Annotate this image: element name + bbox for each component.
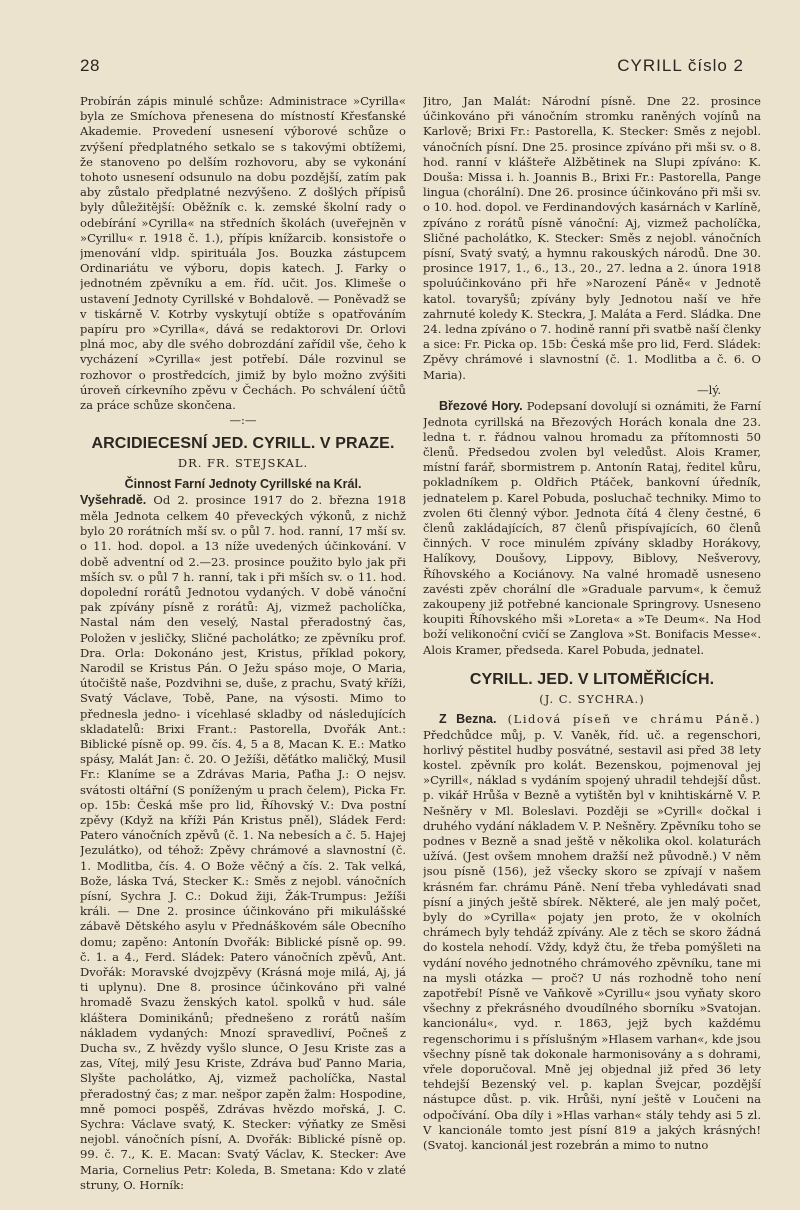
continued-paragraph: Jitro, Jan Malát: Národní písně. Dne 22. prosince účinkováno při vánočním stromku raněných vojínů na Karlově; Brixi Fr.: Pastorella, K. Stecker: Směs z nejobl. vánočních písní. Dne 25. prosince zpíváno při mši sv. o 8. hod. ranní v klášteře Alžbětinek na Slupi zpíváno: K. Douša: Missa i. h. Joannis B., Brixi Fr.: Pastorella, Pange lingua (chorální). Dne 26. prosince účinkováno při mši sv. o 10. hod. dopol. ve Ferdinandových kasárnách v Karlíně, zpíváno z rorátů písně vánoční: Aj, vizmež pacholíčka, Sličné pacholátko, K. Stecker: Směs z nejobl. vánočních písní, Svatý svatý, a hymnu rakouských národů. Dne 30. prosince 1917, 1., 6., 13., 20., 27. ledna a 2. února 1918 spoluúčinkováno při hře »Narození Páně« v Jednotě katol. tovaryšů; zpívány byly Jednotou naší ve hře zahrnuté koledy K. Steckra, J. Maláta a Ferd. Sládka. Dne 24. ledna zpíváno o 7. hodině ranní při svatbě naší členky a sice: Fr. Picka op. 15b: Česká mše pro lid, Ferd. Sládek: Zpěvy chrámové i slavnostní (č. 1. Modlitba a č. 6. O Maria). <box>423 94 761 382</box>
bezna-paragraph <box>423 711 761 1153</box>
section-author-litomerice: (J. C. SYCHRA.) <box>539 691 645 706</box>
running-head: CYRILL číslo 2 <box>617 56 744 75</box>
vysehrad-paragraph <box>80 492 406 1193</box>
right-column <box>423 94 761 1194</box>
page-header <box>80 56 744 86</box>
brezove-lead: Březové Hory. <box>439 399 523 414</box>
vysehrad-text: Od 2. prosince 1917 do 2. března 1918 měla Jednota celkem 40 převeckých výkonů, z nichž bylo 20 rorátních mší sv. o půl 7. hod. ranní, 17 mší sv. o 11. hod. dopol. a 13 níže uvedených účinkování. V době adventní od 2.—23. prosince použito bylo jak při mších sv. o půl 7 h. ranní, tak i při mších sv. o 11. hod. dopolední rorátů Jednotou vydaných. V době vánoční pak zpívány písně z rorátů: Aj, vizmež pacholíčka, Nastal nám den veselý, Nastal přeradostný čas, Položen v jesličky, Sličné pacholátko; ze zpěvníku prof. Dra. Orla: Dokonáno jest, Kristus, příklad pokory, Narodil se Kristus Pán. O Ježu spáso moje, O Maria, útočiště naše, Pozdvihni se, duše, z prachu, Svatý kříži, Svatý Václave, Tobě, Pane, na výsosti. Mimo to přednesla jedno- i vícehlasé skladby od následujících skladatelů: Brixi Frant.: Pastorella, Dvořák Ant.: Biblické písně op. 99. čís. 4, 5 a 8, Macan K. E.: Matko spásy, Malát Jan: č. 20. O Ježíši, děťátko maličký, Musil Fr.: Klaníme se a Zdrávas Maria, Paťha J.: O nejsv. svátosti oltářní (S poníženým u prach čelem), Picka Fr. op. 15b: Česká mše pro lid, Říhovský V.: Dva postní zpěvy (Když na kříži Pán Kristus pněl), Sládek Ferd: Patero vánočních zpěvů (č. 1. Na nebesích a č. 5. Hajej Jezulátko), od téhož: Zpěvy chrámové a slavnostní (č. 1. Modlitba, čís. 4. O Bože věčný a čís. 2. Tak velká, Bože, láska Tvá, Stecker K.: Směs z nejobl. vánočních písní, Sychra J. C.: Dokud žiji, Žák-Trumpus: Ježíši králi. — Dne 2. prosince účinkováno při mikulášské zábavě Dětského asylu v Přednáškovém sále Obecního domu; zapěno: Antonín Dvořák: Biblické písně op. 99. č. 1. a 4., Ferd. Sládek: Patero vánočních zpěvů, Ant. Dvořák: Moravské dvojzpěvy (Krásná moje milá, Aj, já ti uplynu). Dne 8. prosince účinkováno při valné hromadě Svazu ženských katol. spolků v hud. sále kláštera Dominikánů; přednešeno z rorátů naším nákladem vydaných: Mnozí spravedliví, Počneš z Ducha sv., Z hvězdy vyšlo slunce, O Jesu Kriste zas a zas, Vítej, milý Jesu Kriste, Zdráva buď Panno Maria, Slyšte pacholátko, Aj, vizmež pacholíčka, Nastal přeradostný čas; z mar. nešpor zapěn žalm: Hospodine, mně pomoci pospěš, Zdrávas hvězdo mořská, J. C. Sychra: Václave svatý, K. Stecker: výňatky ze Směsi nejobl. vánočních písní, A. Dvořák: Biblické písně op. 99. č. 7., K. E. Macan: Svatý Václav, K. Stecker: Ave Maria, Cornelius Petr: Koleda, B. Smetana: Kdo v zlaté struny, O. Horník: <box>80 493 406 1192</box>
signature-ly: —lý. <box>697 382 721 397</box>
brezove-text: Podepsaní dovolují si oznámiti, že Farní Jednota cyrillská na Březových Horách konala dne 23. ledna t. r. řádnou valnou hromadu za přítomnosti 50 členů. Předsedou zvolen byl veledůst. Alois Kramer, místní farář, sbormistrem p. Antonín Rataj, ředitel kůru, pokladníkem p. Oldřich Ptáček, bankovní úředník, jednatelem p. Karel Pobuda, posluchač techniky. Mimo to zvolen 6ti členný výbor. Jednota čítá 4 členy čestné, 6 členů zakládajících, 87 členů přispívajících, 60 členů činných. V roce minulém zpívány skladby Horákovy, Halíkovy, Doušovy, Lippovy, Biblovy, Nešverovy, Říhovského a Kociánovy. Na valné hromadě usneseno zavésti zpěv chorální dle »Graduale parvum«, k čemuž zakoupeny již potřebné kancionale Springrovy. Usneseno koupiti Říhovského mši »Loreta« a »Te Deum«. Na Hod boží velikonoční cvičí se Zanglova »St. Bonifacis Messe«. Alois Kramer, předseda. Karel Pobuda, jednatel. <box>423 399 761 657</box>
vysehrad-lead: Vyšehradě. <box>80 493 147 508</box>
page-number: 28 <box>80 56 100 75</box>
separator: —:— <box>229 413 257 428</box>
section-author-prague: DR. FR. STEJSKAL. <box>177 456 309 471</box>
section-title-litomerice: CYRILL. JED. V LITOMĚŘICÍCH. <box>469 670 715 688</box>
minutes-paragraph: Probírán zápis minulé schůze: Administrace »Cyrilla« byla ze Smíchova přenesena do místností Křesťanské Akademie. Provedení usnesení výborové schůze o zvýšení předplatného setkalo se s takovými obtížemi, že stanoveno po delším rozhovoru, aby se vykonání tohoto usnesení odsunulo na dobu pozdější, zatím pak aby zůstalo předplatné nezvýšeno. Z došlých přípisů byly důležitější: Oběžník c. k. zemské školní rady o odebírání »Cyrilla« na středních školách (uveřejněn v »Cyrillu« r. 1918 č. 1.), přípis knížarcib. konsistoře o jmenování vldp. spirituála Jos. Bouzka zástupcem Ordinariátu ve výboru, dopis katech. J. Farky o jednotném zpěvníku a em. říd. učit. Jos. Klimeše o ustavení Jednoty Cyrillské v Bohdalově. — Poněvadž se v tiskárně V. Kotrby vyskytují obtíže s opatřováním papíru pro »Cyrilla«, dává se redaktorovi Dr. Orlovi plná moc, aby dle svého dobrozdání zařídil vše, čeho k vycházení »Cyrilla« jest potřebí. Dále rozvinul se rozhovor o prostředcích, jimiž by bylo možno zvýšiti úroveň církevního zpěvu v Čechách. Po schválení účtů za práce schůze skončena. <box>80 94 406 413</box>
subsection-heading: Činnost Farní Jednoty Cyrillské na Král. <box>124 476 362 491</box>
left-column <box>80 94 406 1194</box>
bezna-lead: Z Bezna. <box>439 712 497 727</box>
bezna-text: Předchůdce můj, p. V. Vaněk, říd. uč. a regenschori, horlivý pěstitel hudby posvátné, sestavil asi před 38 lety kostel. zpěvník pro kolát. Bezenskou, pojmenoval jej »Cyrill«, náklad s vydáním spojený uhradil tehdejší důst. p. vikář Hrůša v Bezně a vytištěn byl v knihtiskárně V. P. Nešněry v Ml. Boleslavi. Později se »Cyrill« dočkal i druhého vydání nákladem V. P. Nešněry. Zpěvníku toho se podnes v Bezně a snad ještě v několika okol. kolaturách užívá. (Jest ovšem mnohem dražší než původně.) V něm jsou písně (156), jež všecky skoro se zpívají v našem krásném far. chrámu Páně. Není třeba vyhledávati snad písní a jiných ještě sbírek. Některé, ale jen malý počet, byly do »Cyrilla« pojaty jen proto, že v okolních chrámech byly tehdáž zpívány. Ale z těch se skoro žádná do kostela nehodí. Vždy, když čtu, že třeba pomýšleti na vydání nového jednotného chrámového zpěvníku, tane mi na mysli otázka — proč? U nás rozhodně toho není zapotřebí! Písně ve Vaňkově »Cyrillu« jsou vyňaty skoro všechny z překrásného dvoudílného sborníku »Svatojan. kancionálu«, vyd. r. 1863, jejž bych každému regenschorimu i s příslušným »Hlasem varhan«, kde jsou všechny písně tak dokonale harmonisovány a s dohrami, vřele doporučoval. Mně jej objednal již před 36 lety tehdejší Bezenský vel. p. kaplan Švejcar, pozdější nástupce důst. p. vik. Hrůši, nyní ještě v Loučeni na odpočívání. Oba díly i »Hlas varhan« stály tehdy asi 5 zl. V kancionále tomto jest písní 819 a jakých krásných! (Svatoj. kancionál jest rozebrán a mimo to nutno <box>423 727 761 1153</box>
bezna-subtitle: (Lidová píseň ve chrámu Páně.) <box>496 712 761 727</box>
section-title-prague: ARCIDIECESNÍ JED. CYRILL. V PRAZE. <box>91 435 395 453</box>
brezove-paragraph <box>423 398 761 658</box>
